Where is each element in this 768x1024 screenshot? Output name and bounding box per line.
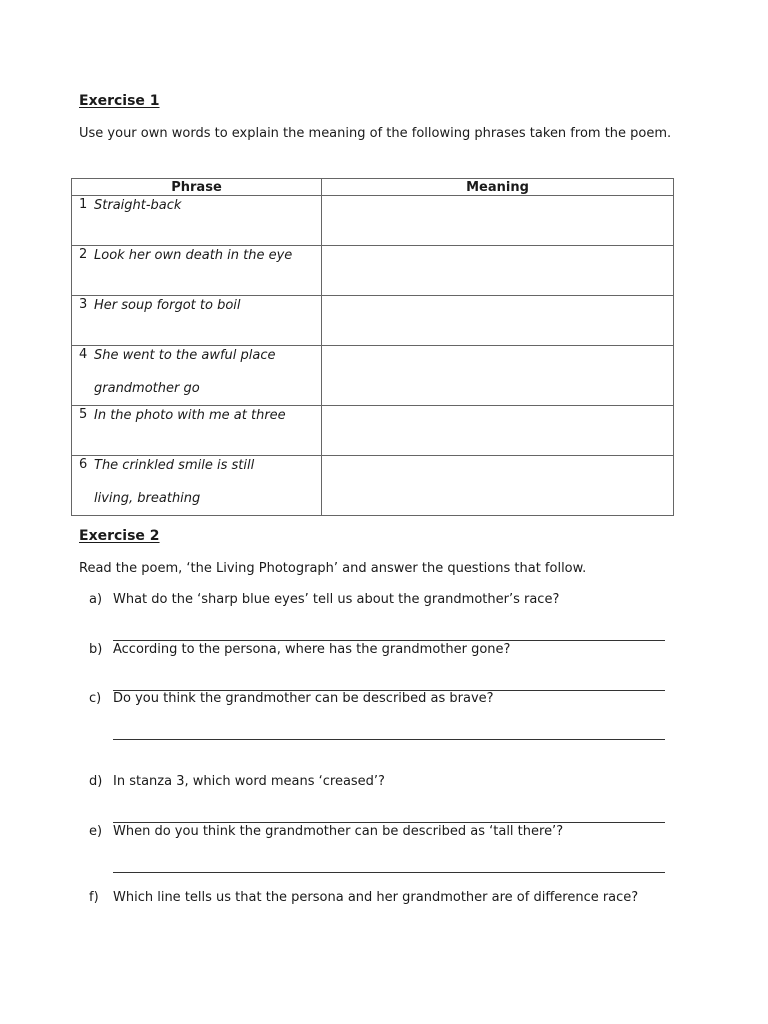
question-f <box>89 890 638 905</box>
row-number: 4 <box>79 347 88 362</box>
question-c <box>89 691 494 706</box>
column-header-phrase: Phrase <box>72 179 322 196</box>
meaning-cell[interactable] <box>322 246 674 296</box>
phrase-meaning-table <box>71 178 674 516</box>
question-d <box>89 774 385 789</box>
meaning-cell[interactable] <box>322 296 674 346</box>
row-number: 6 <box>79 457 88 472</box>
question-letter: a) <box>89 592 103 607</box>
answer-line-d[interactable] <box>113 822 665 823</box>
question-letter: d) <box>89 774 103 789</box>
question-letter: e) <box>89 824 103 839</box>
meaning-cell[interactable] <box>322 456 674 516</box>
row-number: 3 <box>79 297 88 312</box>
table-row <box>72 296 674 346</box>
row-number: 1 <box>79 197 88 212</box>
answer-line-e[interactable] <box>113 872 665 873</box>
phrase-cell <box>72 456 322 516</box>
answer-line-a[interactable] <box>113 640 665 641</box>
question-text: Which line tells us that the persona and her grandmother are of difference race? <box>113 890 639 905</box>
phrase-cell <box>72 296 322 346</box>
meaning-cell[interactable] <box>322 196 674 246</box>
question-text: In stanza 3, which word means ‘creased’? <box>113 774 385 789</box>
table-row <box>72 246 674 296</box>
question-b <box>89 642 510 657</box>
table-row <box>72 346 674 406</box>
phrase-text: She went to the awful place grandmother go <box>94 348 276 396</box>
exercise2-instruction: Read the poem, ‘the Living Photograph’ and answer the questions that follow. <box>79 561 587 576</box>
phrase-cell <box>72 196 322 246</box>
question-letter: f) <box>89 890 99 905</box>
column-header-meaning: Meaning <box>322 179 674 196</box>
phrase-text: Look her own death in the eye <box>94 248 293 263</box>
meaning-cell[interactable] <box>322 406 674 456</box>
exercise1-instruction: Use your own words to explain the meaning of the following phrases taken from the poem. <box>79 126 672 141</box>
answer-line-c[interactable] <box>113 739 665 740</box>
phrase-cell <box>72 346 322 406</box>
table-row <box>72 196 674 246</box>
question-letter: c) <box>89 691 102 706</box>
row-number: 5 <box>79 407 88 422</box>
meaning-cell[interactable] <box>322 346 674 406</box>
question-text: When do you think the grandmother can be described as ‘tall there’? <box>113 824 564 839</box>
phrase-cell <box>72 246 322 296</box>
table-row <box>72 456 674 516</box>
question-a <box>89 592 559 607</box>
exercise2-heading: Exercise 2 <box>79 528 160 544</box>
question-text: Do you think the grandmother can be described as brave? <box>113 691 494 706</box>
phrase-text: In the photo with me at three <box>94 408 286 423</box>
question-e <box>89 824 563 839</box>
question-text: According to the persona, where has the grandmother gone? <box>113 642 511 657</box>
question-text: What do the ‘sharp blue eyes’ tell us about the grandmother’s race? <box>113 592 560 607</box>
phrase-text: The crinkled smile is still living, breathing <box>94 458 255 506</box>
phrase-text: Straight-back <box>94 198 182 213</box>
question-letter: b) <box>89 642 103 657</box>
exercise1-heading: Exercise 1 <box>79 93 160 109</box>
table-row <box>72 406 674 456</box>
phrase-text: Her soup forgot to boil <box>94 298 241 313</box>
row-number: 2 <box>79 247 88 262</box>
phrase-cell <box>72 406 322 456</box>
